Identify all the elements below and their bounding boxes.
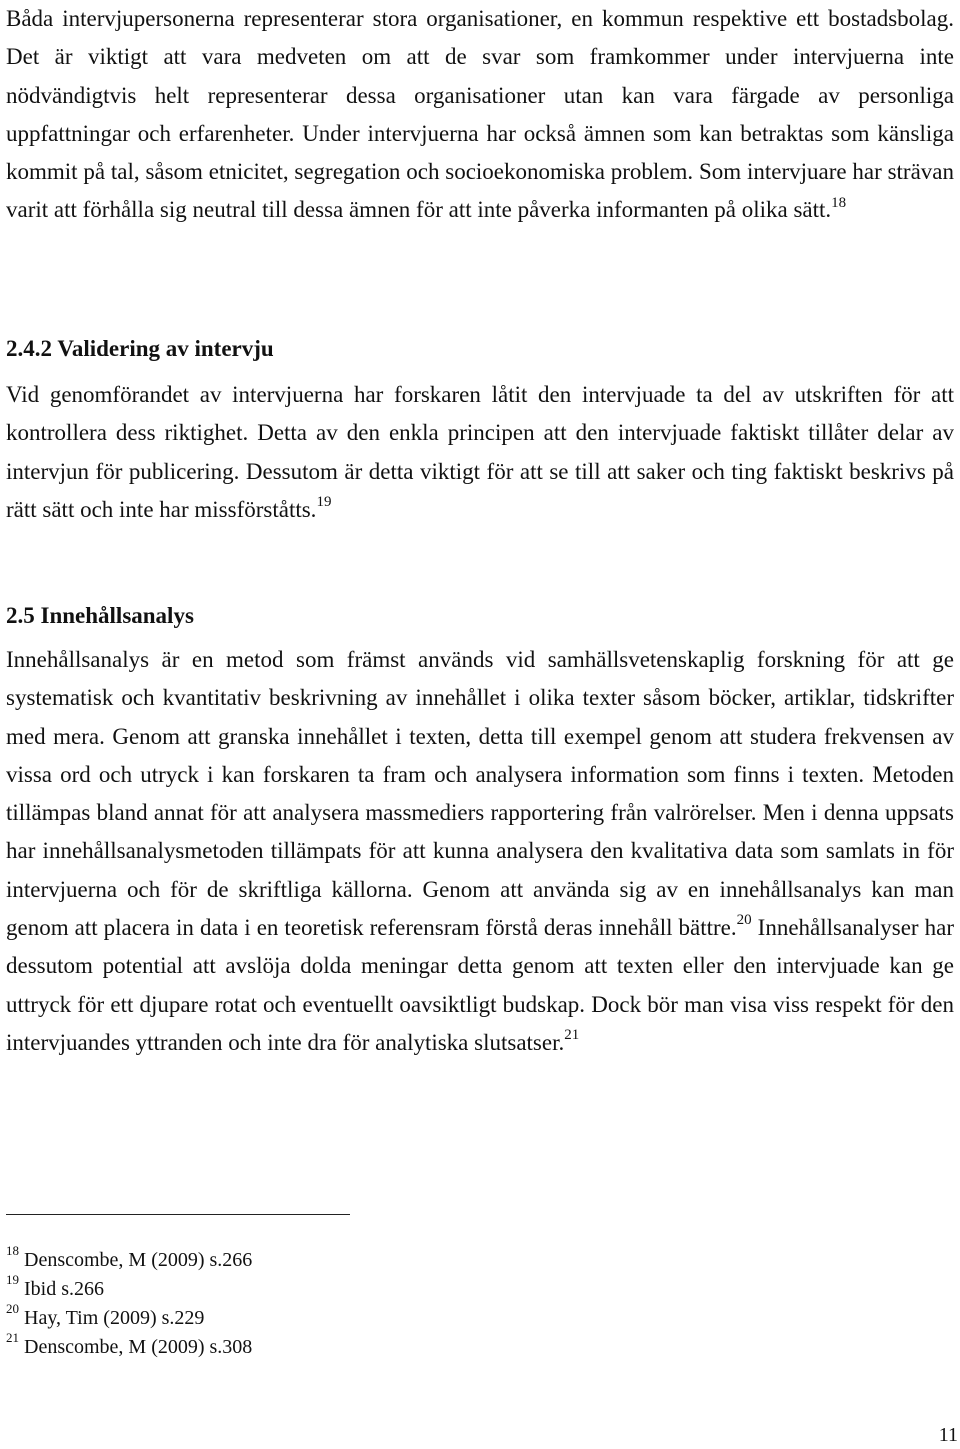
footnote-item bbox=[6, 1272, 252, 1304]
footnotes-list bbox=[6, 1243, 253, 1362]
paragraph-interview-subjects bbox=[6, 0, 954, 230]
paragraph-text: Innehållsanalys är en metod som främst används vid samhällsvetenskaplig forskning för att ge systematisk och kvantitativ beskrivning av innehållet i olika texter såsom böcker, artiklar, tidskrifter med mera. Genom att granska innehållet i texten, detta till exempel genom att studera frekvensen av vissa ord och utryck i kan forskaren ta fram och analysera information som finns i texten. Metoden tillämpas bland annat för att analysera massmediers rapportering från valrörelser. Men i denna uppsats har innehållsanalysmetoden tillämpats för att kunna analysera den kvalitativa data som samlats in för intervjuerna och för de skriftliga källorna. Genom att använda sig av en innehållsanalys kan man genom att placera in data i en teoretisk referensram förstå deras innehåll bättre. bbox=[6, 647, 954, 941]
paragraph-text: Båda intervjupersonerna representerar stora organisationer, en kommun respektive ett bostadsbolag. Det är viktigt att vara medveten om att de svar som framkommer under intervjuerna inte nödvändigtvis helt representerar dessa organisationer utan kan vara färgade av personliga uppfattningar och erfarenheter. Under intervjuerna har också ämnen som kan betraktas som känsliga kommit på tal, såsom etnicitet, segregation och socioekonomiska problem. Som intervjuare har strävan varit att förhålla sig neutral till dessa ämnen för att inte påverka informanten på olika sätt. bbox=[6, 6, 954, 223]
footnote-item bbox=[6, 1330, 253, 1362]
footnote-number: 19 bbox=[6, 1272, 19, 1288]
footnote-separator bbox=[6, 1214, 350, 1215]
footnote-ref[interactable]: 18 bbox=[831, 194, 847, 211]
paragraph-content-analysis bbox=[6, 641, 954, 1062]
footnote-text: Hay, Tim (2009) s.229 bbox=[19, 1307, 205, 1329]
footnote-item bbox=[6, 1301, 252, 1333]
footnote-text: Ibid s.266 bbox=[19, 1278, 104, 1300]
paragraph-validation bbox=[6, 376, 954, 529]
footnote-text: Denscombe, M (2009) s.308 bbox=[19, 1336, 253, 1358]
footnote-number: 20 bbox=[6, 1301, 19, 1317]
section-heading-content-analysis: 2.5 Innehållsanalys bbox=[6, 603, 194, 628]
footnote-number: 21 bbox=[6, 1330, 19, 1346]
footnote-ref[interactable]: 19 bbox=[316, 494, 332, 511]
page-number: 11 bbox=[938, 1424, 958, 1446]
paragraph-text: Innehållsanalyser har dessutom potential att avslöja dolda meningar detta genom att texten eller den intervjuade kan ge uttryck för ett djupare rotat och eventuellt oavsiktligt budskap. Dock bör man visa viss respekt för den intervjuandes yttranden och inte dra för analytiska slutsatser. bbox=[6, 915, 954, 1055]
footnote-number: 18 bbox=[6, 1243, 19, 1259]
footnote-item bbox=[6, 1243, 253, 1275]
footnote-ref[interactable]: 21 bbox=[564, 1027, 580, 1044]
paragraph-text: Vid genomförandet av intervjuerna har forskaren låtit den intervjuade ta del av utskriften för att kontrollera dess riktighet. Detta av den enkla principen att den intervjuade faktiskt tillåter delar av intervjun för publicering. Dessutom är detta viktigt för att se till att saker och ting faktiskt beskrivs på rätt sätt och inte har missförståtts. bbox=[6, 382, 954, 522]
footnote-text: Denscombe, M (2009) s.266 bbox=[19, 1249, 253, 1271]
section-heading-validation: 2.4.2 Validering av intervju bbox=[6, 336, 274, 361]
footnote-ref[interactable]: 20 bbox=[736, 912, 752, 929]
